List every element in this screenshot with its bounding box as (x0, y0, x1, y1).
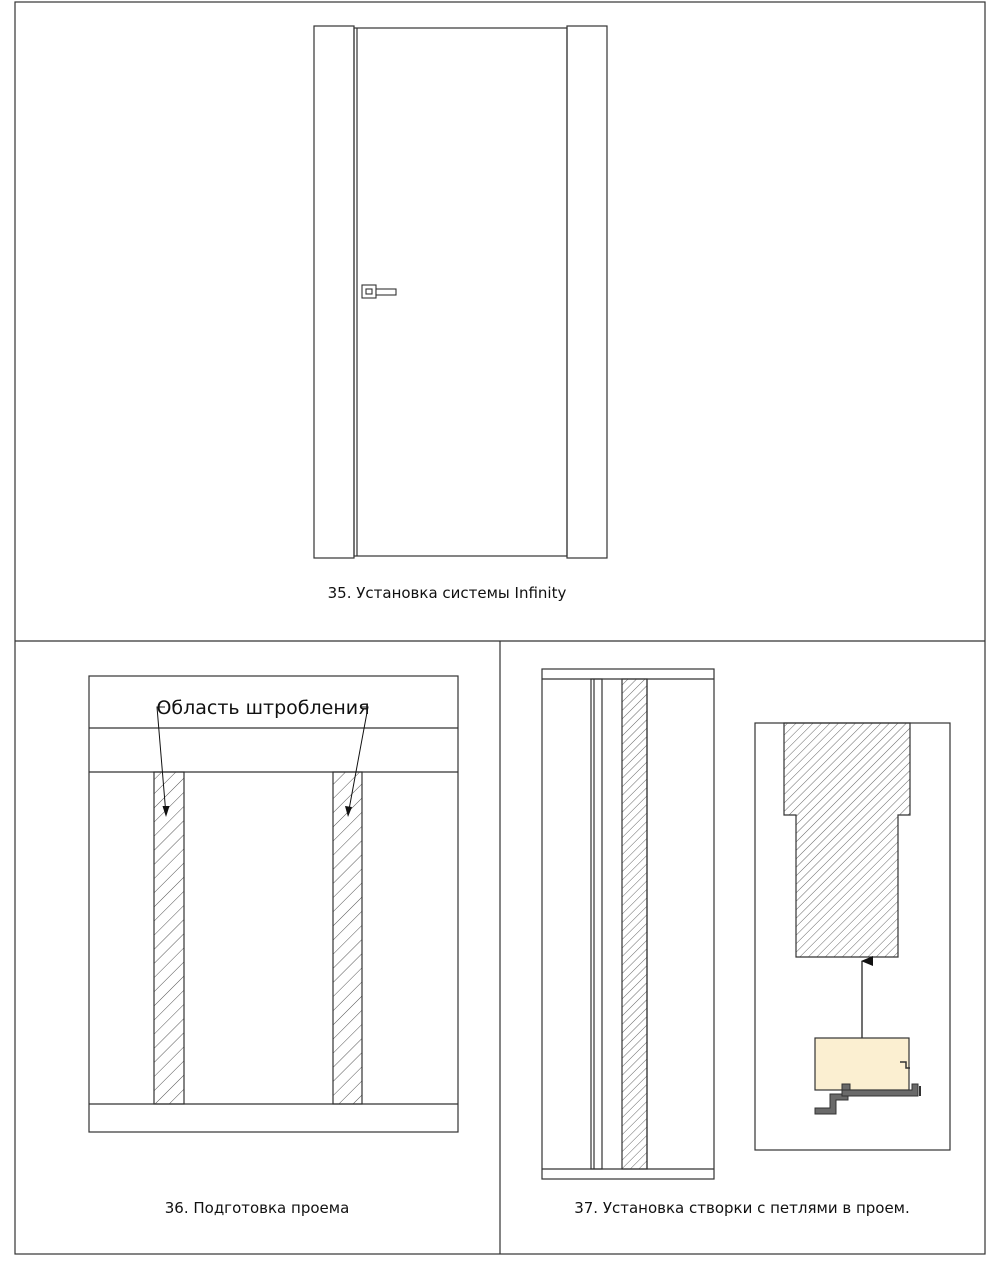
left-jamb (314, 26, 354, 558)
panel-35 (314, 26, 607, 602)
leader-arrowheads (163, 806, 353, 817)
door-handle-icon (362, 285, 396, 298)
door-elevation (314, 26, 607, 558)
panel-37 (542, 669, 950, 1217)
chase-area-left (154, 772, 184, 1104)
opening-elevation (89, 676, 458, 1132)
frame-profile-section (815, 1038, 920, 1114)
leaf-section-hatched (622, 679, 647, 1169)
caption-37: 37. Установка створки с петлями в проем. (574, 1199, 910, 1217)
right-jamb (567, 26, 607, 558)
chase-area-label: Область штробления (156, 697, 370, 719)
caption-36: 36. Подготовка проема (164, 1199, 350, 1217)
panel-36 (89, 676, 458, 1217)
hinge-profile-strip (591, 679, 602, 1169)
wall-section-hatched (784, 723, 910, 957)
chase-area-right (333, 772, 362, 1104)
caption-35: 35. Установка системы Infinity (327, 584, 567, 602)
